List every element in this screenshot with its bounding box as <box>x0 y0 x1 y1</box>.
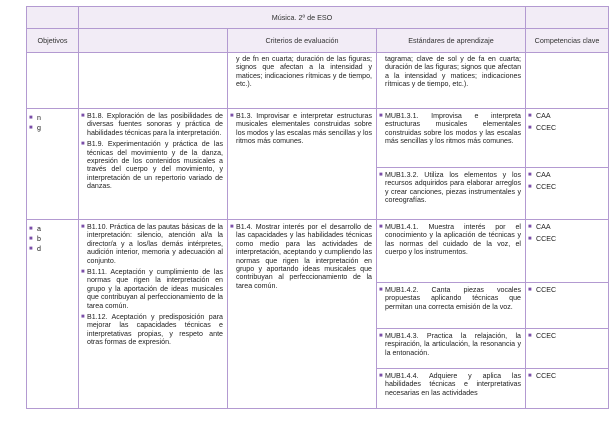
title-row <box>27 7 609 29</box>
header-estandares: Estándares de aprendizaje <box>377 29 526 53</box>
list-item <box>377 329 525 357</box>
bullet-icon: ■ <box>528 224 532 230</box>
competencias-cell <box>526 329 609 369</box>
bullet-icon: ■ <box>29 226 33 232</box>
bullet-icon: ■ <box>81 314 85 321</box>
objetivo-code: g <box>37 124 41 132</box>
bullet-icon: ■ <box>528 333 532 339</box>
bullet-icon: ■ <box>528 125 532 131</box>
bullet-icon: ■ <box>528 113 532 119</box>
competencia-code: CCEC <box>536 183 557 191</box>
competencias-list <box>526 329 608 344</box>
cont-estandar-cell <box>377 53 526 109</box>
objetivo-code: b <box>37 235 41 243</box>
bullet-icon: ■ <box>230 224 234 230</box>
title-blank-cell <box>27 7 79 29</box>
competencia-code: CCEC <box>536 286 557 294</box>
list-item <box>29 234 76 244</box>
list-item <box>528 124 606 136</box>
objetivos-list <box>27 109 78 133</box>
bullet-icon: ■ <box>379 113 383 119</box>
estandar-text: MUB1.4.4. Adquiere y aplica las habilidades técnicas e interpretativas necesarias en las actividades <box>385 372 522 397</box>
list-item <box>528 223 606 235</box>
contenido-text: B1.8. Exploración de las posibilidades de diversas fuentes sonoras y práctica de habilidades técnicas para la interpretación. <box>87 112 223 137</box>
curriculum-table <box>26 6 609 409</box>
list-item <box>29 123 76 133</box>
estandar-text: MUB1.4.1. Muestra interés por el conocimiento y la aplicación de técnicas y las normas del cuidado de la voz, el cuerpo y los instrumentos. <box>385 223 522 257</box>
competencias-cell <box>526 109 609 168</box>
estandar-text: MUB1.3.1. Improvisa e interpreta estructuras musicales elementales construidas sobre los modos y las escalas más sencillas y los ritmos más comunes. <box>385 112 522 146</box>
cont-objetivos-cell <box>27 53 79 109</box>
list-item <box>377 109 525 146</box>
list-item <box>29 244 76 254</box>
objetivo-code: d <box>37 245 41 253</box>
competencia-code: CCEC <box>536 332 557 340</box>
competencia-code: CCEC <box>536 235 557 243</box>
estandar-cell <box>377 220 526 283</box>
table-row <box>27 109 609 168</box>
bullet-icon: ■ <box>528 184 532 190</box>
bullet-icon: ■ <box>230 113 234 119</box>
contenidos-cell <box>79 109 228 220</box>
bullet-icon: ■ <box>29 246 33 252</box>
competencias-cell <box>526 220 609 283</box>
objetivos-cell <box>27 220 79 409</box>
list-item <box>528 372 606 384</box>
list-item <box>29 113 76 123</box>
bullet-icon: ■ <box>81 113 85 119</box>
list-item <box>79 112 227 137</box>
bullet-icon: ■ <box>81 224 85 230</box>
bullet-icon: ■ <box>29 115 33 121</box>
list-item <box>528 171 606 183</box>
contenido-text: B1.10. Práctica de las pautas básicas de la interpretación: silencio, atención al/a la director/a y a los/las demás intérpretes, audición interior, memoria y adecuación al conjunto. <box>87 223 223 265</box>
estandar-cell <box>377 329 526 369</box>
bullet-icon: ■ <box>528 373 532 379</box>
competencias-list <box>526 109 608 136</box>
bullet-icon: ■ <box>528 287 532 293</box>
list-item <box>528 235 606 247</box>
competencia-code: CAA <box>536 112 551 120</box>
list-item <box>79 223 227 265</box>
objetivo-code: n <box>37 114 41 122</box>
objetivos-list <box>27 220 78 254</box>
bullet-icon: ■ <box>81 141 85 148</box>
list-item <box>79 268 227 310</box>
competencia-code: CCEC <box>536 124 557 132</box>
list-item <box>377 283 525 311</box>
estandar-text: MUB1.3.2. Utiliza los elementos y los recursos adquiridos para elaborar arreglos y crear canciones, piezas instrumentales y coreografías. <box>385 171 522 205</box>
bullet-icon: ■ <box>29 236 33 242</box>
header-criterios: Criterios de evaluación <box>228 29 377 53</box>
list-item <box>377 220 525 257</box>
bullet-icon: ■ <box>29 125 33 131</box>
cont-contenidos-cell <box>79 53 228 109</box>
cont-competencias-cell <box>526 53 609 109</box>
competencias-list <box>526 220 608 247</box>
competencias-cell <box>526 168 609 220</box>
contenido-text: B1.12. Aceptación y predisposición para mejorar las capacidades técnicas e interpretativas propias, y respeto ante otras formas de expresión. <box>87 313 223 347</box>
estandar-text: MUB1.4.2. Canta piezas vocales propuestas aplicando técnicas que permitan una correcta emisión de la voz. <box>385 286 522 311</box>
criterio-cell <box>228 109 377 220</box>
cont-criterio-text: y de fn en cuarta; duración de las figuras; signos que afectan a la intensidad y matices; indicaciones rítmicas y de tiempo, etc.). <box>236 55 372 89</box>
list-item <box>528 112 606 124</box>
competencias-list <box>526 369 608 384</box>
objetivo-code: a <box>37 225 41 233</box>
competencias-cell <box>526 283 609 329</box>
contenidos-cell <box>79 220 228 409</box>
bullet-icon: ■ <box>528 172 532 178</box>
continuation-row <box>27 53 609 109</box>
estandar-cell <box>377 109 526 168</box>
objetivos-cell <box>27 109 79 220</box>
list-item <box>377 369 525 397</box>
criterio-cell <box>228 220 377 409</box>
bullet-icon: ■ <box>379 172 383 178</box>
header-objetivos: Objetivos <box>27 29 79 53</box>
cont-estandar-text: tagrama; clave de sol y de fa en cuarta; duración de las figuras; signos que afectan a la intensidad y matices; indicaciones rítmicas y de tiempo, etc.). <box>385 55 522 89</box>
competencias-cell <box>526 369 609 409</box>
list-item <box>377 168 525 205</box>
table-row <box>27 220 609 283</box>
page-title: Música. 2º de ESO <box>79 7 526 29</box>
contenidos-list <box>79 220 227 347</box>
competencia-code: CCEC <box>536 372 557 380</box>
contenidos-list <box>79 109 227 191</box>
header-contenidos <box>79 29 228 53</box>
list-item <box>79 140 227 190</box>
list-item <box>228 109 376 146</box>
bullet-icon: ■ <box>379 224 383 230</box>
bullet-icon: ■ <box>379 287 383 293</box>
list-item <box>228 220 376 290</box>
estandar-cell <box>377 168 526 220</box>
bullet-icon: ■ <box>379 333 383 339</box>
competencias-list <box>526 168 608 195</box>
cont-criterio-cell <box>228 53 377 109</box>
contenido-text: B1.11. Aceptación y cumplimiento de las normas que rigen la interpretación en grupo y la aportación de ideas musicales que contribuyan al perfeccionamiento de la tarea común. <box>87 268 223 310</box>
competencias-list <box>526 283 608 298</box>
title-blank-cell <box>526 7 609 29</box>
bullet-icon: ■ <box>81 269 85 276</box>
list-item <box>29 224 76 234</box>
bullet-icon: ■ <box>528 236 532 242</box>
list-item <box>79 313 227 347</box>
list-item <box>528 332 606 344</box>
competencia-code: CAA <box>536 223 551 231</box>
criterio-text: B1.3. Improvisar e interpretar estructuras musicales elementales construidas sobre los modos y las escalas más sencillas y los ritmos más comunes. <box>236 112 373 146</box>
header-competencias: Competencias clave <box>526 29 609 53</box>
contenido-text: B1.9. Experimentación y práctica de las técnicas del movimiento y de la danza, expresión de los contenidos musicales a través del cuerpo y del movimiento, y interpretación de un repertorio variado de danzas. <box>87 140 223 191</box>
list-item <box>528 183 606 195</box>
list-item <box>528 286 606 298</box>
bullet-icon: ■ <box>379 373 383 379</box>
competencia-code: CAA <box>536 171 551 179</box>
header-row <box>27 29 609 53</box>
criterio-text: B1.4. Mostrar interés por el desarrollo de las capacidades y las habilidades técnicas como medio para las actividades de interpretación, aceptando y cumpliendo las normas que rigen la interpretación en grupo y aportando ideas musicales que contribuyan al perfeccionamiento de la tarea común. <box>236 223 372 290</box>
estandar-cell <box>377 369 526 409</box>
estandar-text: MUB1.4.3. Practica la relajación, la respiración, la articulación, la resonancia y la entonación. <box>385 332 522 357</box>
estandar-cell <box>377 283 526 329</box>
